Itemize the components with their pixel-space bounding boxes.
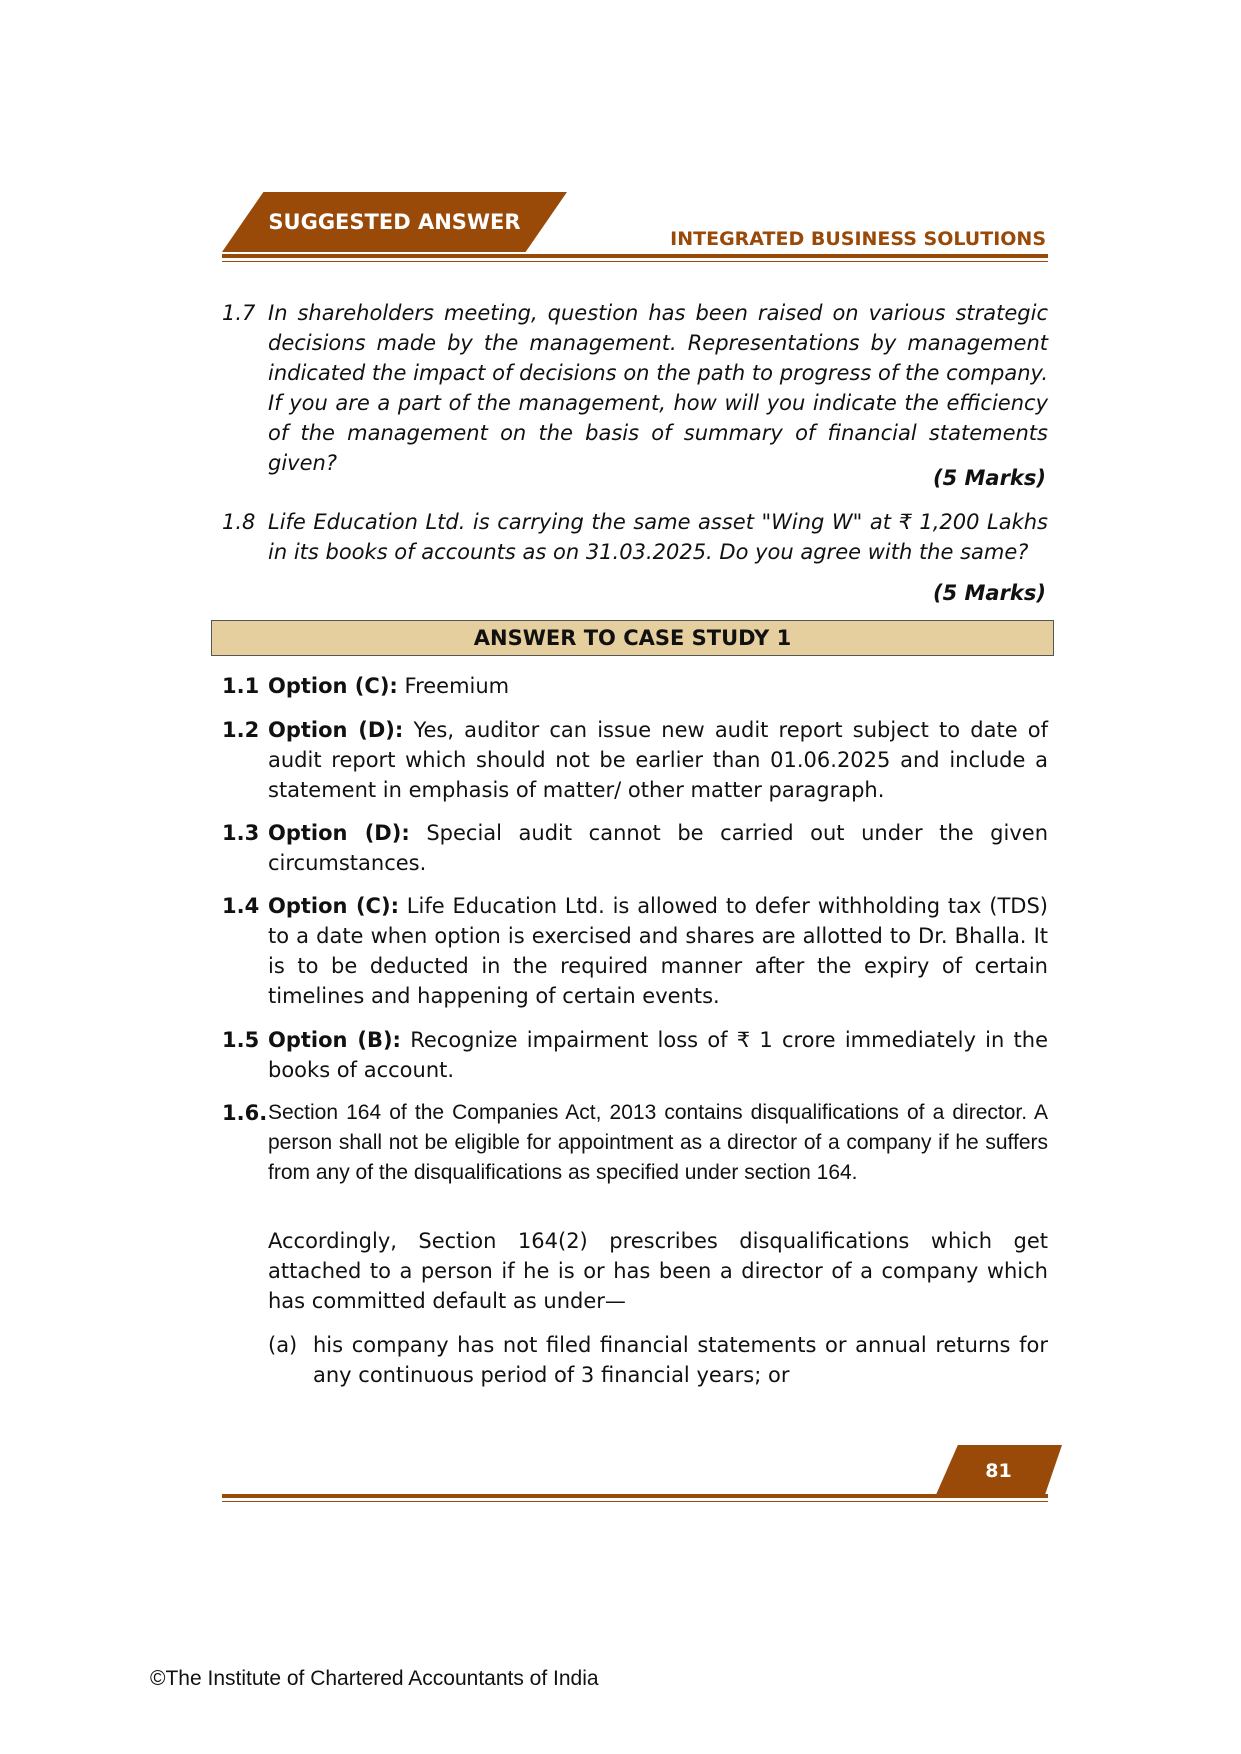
header-rule [222, 254, 1048, 258]
question-text: In shareholders meeting, question has been raised on various strategic decisions made by the management. Representations by management indicated the impact of decisions on the path to progress of the company. If you are a part of the management, how will you indicate the efficiency of the management on the basis of summary of financial statements given? [268, 301, 1048, 475]
question-number: 1.8 [222, 510, 256, 534]
answer-text: Life Education Ltd. is allowed to defer withholding tax (TDS) to a date when option is exercised and shares are allotted to Dr. Bhalla. It is to be deducted in the required manner after the expiry of certain timelines and happening of certain events. [268, 894, 1048, 1008]
question-1-7 [222, 298, 1048, 478]
question-number: 1.7 [222, 301, 256, 325]
footer-rule-thin [222, 1501, 1048, 1502]
answer-number: 1.4 [222, 894, 260, 918]
list-item-text: his company has not filed financial statements or annual returns for any continuous period of 3 financial years; or [313, 1333, 1048, 1387]
answer-number: 1.6. [222, 1101, 268, 1125]
answer-number: 1.5 [222, 1028, 260, 1052]
header-title: INTEGRATED BUSINESS SOLUTIONS [670, 228, 1046, 250]
answer-option: Option (D): [268, 718, 404, 742]
answer-text: Recognize impairment loss of ₹ 1 crore immediately in the books of account. [268, 1028, 1048, 1082]
answer-number: 1.3 [222, 821, 260, 845]
answer-1-3 [222, 818, 1048, 878]
answer-option: Option (C): [268, 674, 398, 698]
footer-rule [222, 1494, 1048, 1498]
answer-1-2 [222, 715, 1048, 805]
section-164-2-paragraph: Accordingly, Section 164(2) prescribes disqualifications which get attached to a person if he is or has been a director of a company which has committed default as under— [268, 1229, 1048, 1313]
answer-1-4 [222, 891, 1048, 1011]
header-rule-thin [222, 261, 1048, 262]
header-tab-label: SUGGESTED ANSWER [268, 210, 521, 234]
answer-option: Option (B): [268, 1028, 401, 1052]
question-marks: (5 Marks) [932, 466, 1046, 490]
answer-1-6 [222, 1098, 1048, 1188]
question-marks: (5 Marks) [932, 581, 1046, 605]
answer-number: 1.2 [222, 718, 260, 742]
answer-text: Yes, auditor can issue new audit report subject to date of audit report which should not be earlier than 01.06.2025 and include a statement in emphasis of matter/ other matter paragraph. [268, 718, 1048, 802]
page-number: 81 [985, 1460, 1012, 1482]
answer-heading: ANSWER TO CASE STUDY 1 [211, 620, 1054, 656]
list-item [268, 1330, 1048, 1390]
answer-option: Option (C): [268, 894, 399, 918]
answer-text: Special audit cannot be carried out under the given circumstances. [268, 821, 1048, 875]
answer-1-1 [222, 671, 1048, 701]
question-1-8 [222, 507, 1048, 567]
answer-number: 1.1 [222, 674, 260, 698]
answer-option: Option (D): [268, 821, 410, 845]
list-item-label: (a) [268, 1333, 298, 1357]
copyright: ©The Institute of Chartered Accountants of India [150, 1667, 599, 1690]
answer-1-5 [222, 1025, 1048, 1085]
answer-text: Freemium [404, 674, 510, 698]
answer-text: Section 164 of the Companies Act, 2013 contains disqualifications of a director. A person shall not be eligible for appointment as a director of a company if he suffers from any of the disqualifications as specified under section 164. [268, 1101, 1048, 1184]
question-text: Life Education Ltd. is carrying the same asset "Wing W" at ₹ 1,200 Lakhs in its books of accounts as on 31.03.2025. Do you agree with the same? [268, 510, 1048, 564]
